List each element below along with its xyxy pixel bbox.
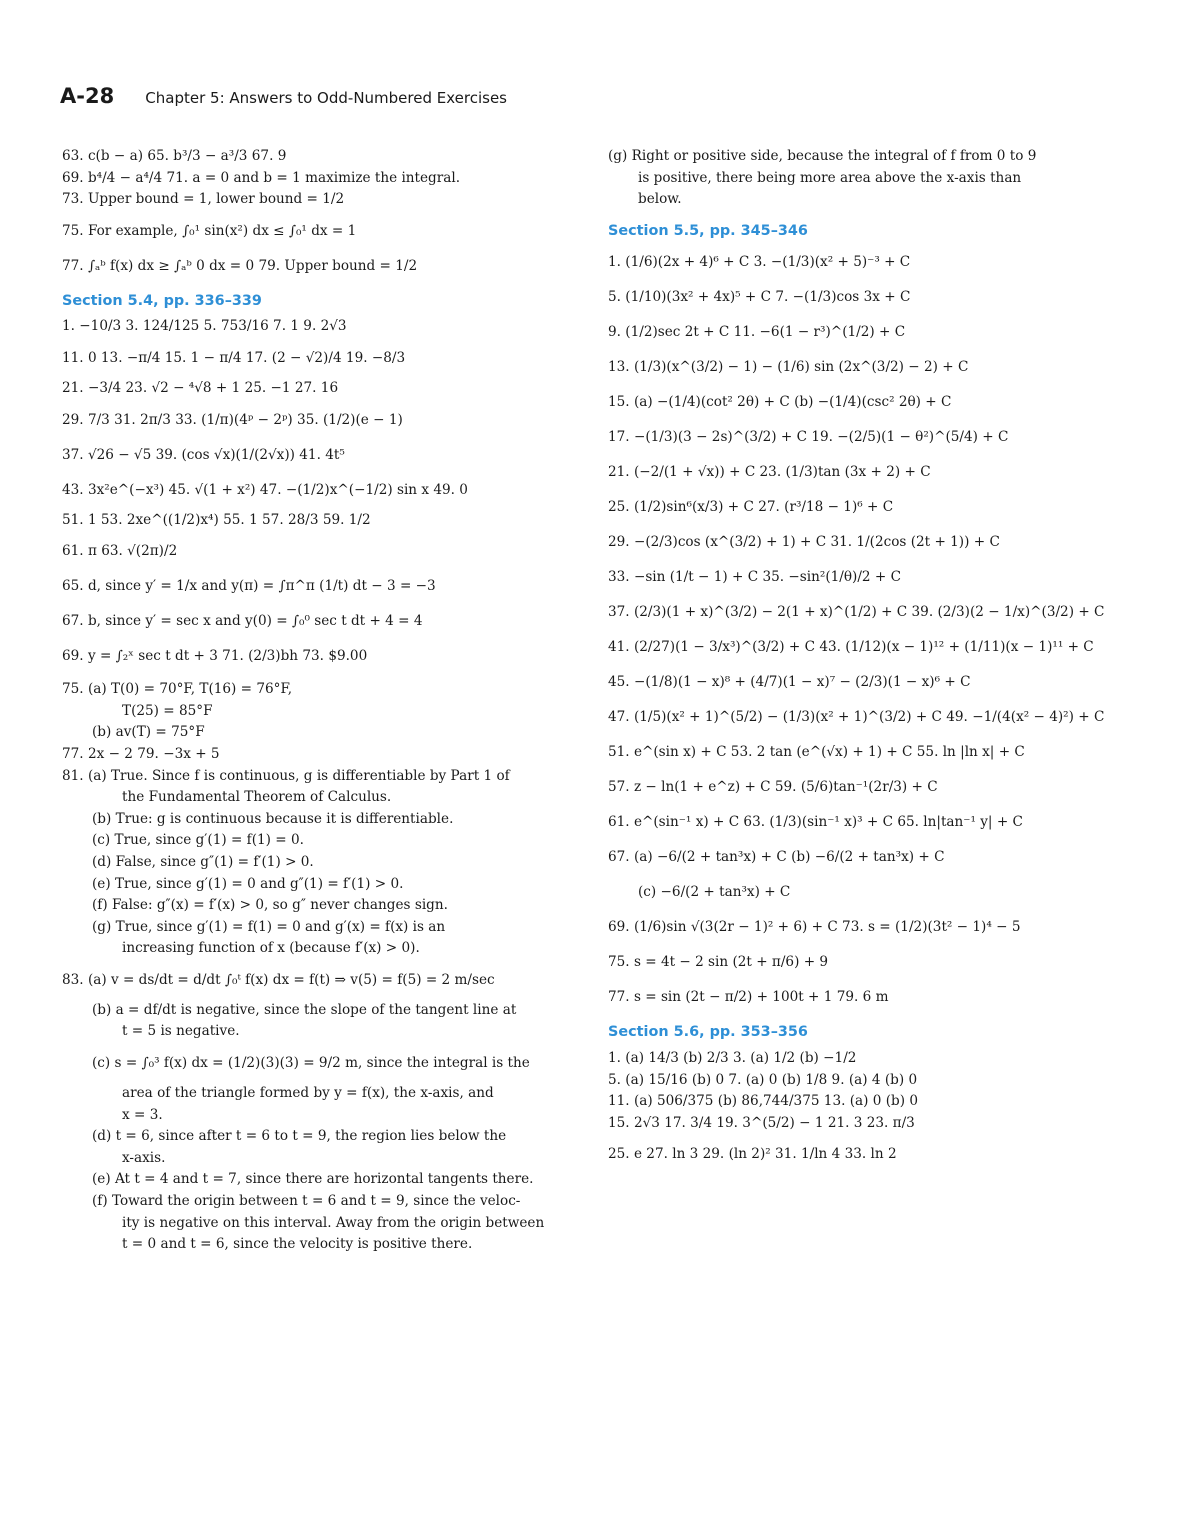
left-column (62, 146, 562, 1256)
chapter-title: Chapter 5: Answers to Odd-Numbered Exercises (145, 89, 507, 107)
section-heading-5-4: Section 5.4, pp. 336–339 (62, 292, 262, 309)
answer-line: is positive, there being more area above the x-axis than (638, 169, 1022, 186)
answer-line: 47. (1/5)(x² + 1)^(5/2) − (1/3)(x² + 1)^(3/2) + C 49. −1/(4(x² − 4)²) + C (608, 709, 1105, 726)
answer-line: 1. (a) 14/3 (b) 2/3 3. (a) 1/2 (b) −1/2 (608, 1049, 857, 1066)
answer-line: 69. b⁴/4 − a⁴/4 71. a = 0 and b = 1 maximize the integral. (62, 169, 461, 186)
section-heading-5-6: Section 5.6, pp. 353–356 (608, 1024, 808, 1041)
answer-line: area of the triangle formed by y = f(x), the x-axis, and (122, 1085, 494, 1102)
section-heading-5-5: Section 5.5, pp. 345–346 (608, 222, 808, 239)
answer-line: 63. c(b − a) 65. b³/3 − a³/3 67. 9 (62, 148, 287, 164)
answer-line: increasing function of x (because f′(x) > 0). (122, 940, 420, 957)
answer-line: 37. (2/3)(1 + x)^(3/2) − 2(1 + x)^(1/2) + C 39. (2/3)(2 − 1/x)^(3/2) + C (608, 604, 1105, 621)
answer-line: 51. 1 53. 2xe^((1/2)x⁴) 55. 1 57. 28/3 59. 1/2 (62, 511, 371, 528)
answer-line: 13. (1/3)(x^(3/2) − 1) − (1/6) sin (2x^(3/2) − 2) + C (608, 359, 969, 376)
answer-line: 21. (−2/(1 + √x)) + C 23. (1/3)tan (3x + 2) + C (608, 464, 931, 481)
answer-line: (g) True, since g′(1) = f(1) = 0 and g′(x) = f(x) is an (92, 918, 446, 935)
answer-line: 25. (1/2)sin⁶(x/3) + C 27. (r³/18 − 1)⁶ + C (608, 499, 894, 516)
answer-line: 41. (2/27)(1 − 3/x³)^(3/2) + C 43. (1/12)(x − 1)¹² + (1/11)(x − 1)¹¹ + C (608, 639, 1094, 656)
answer-line: T(25) = 85°F (122, 702, 213, 719)
answer-line: 75. s = 4t − 2 sin (2t + π/6) + 9 (608, 954, 829, 971)
answer-line: 51. e^(sin x) + C 53. 2 tan (e^(√x) + 1) + C 55. ln |ln x| + C (608, 744, 1025, 761)
answer-line: 33. −sin (1/t − 1) + C 35. −sin²(1/θ)/2 + C (608, 569, 902, 586)
answer-line: 83. (a) v = ds/dt = d/dt ∫₀ᵗ f(x) dx = f(t) ⇒ v(5) = f(5) = 2 m/sec (62, 971, 495, 988)
answer-line: 77. 2x − 2 79. −3x + 5 (62, 745, 220, 762)
answer-line: (c) −6/(2 + tan³x) + C (638, 884, 791, 901)
answer-line: ity is negative on this interval. Away from the origin between (122, 1214, 545, 1231)
answer-line: 57. z − ln(1 + e^z) + C 59. (5/6)tan⁻¹(2r/3) + C (608, 779, 938, 796)
answer-line: t = 5 is negative. (122, 1023, 240, 1040)
answer-line: 1. (1/6)(2x + 4)⁶ + C 3. −(1/3)(x² + 5)⁻³ + C (608, 254, 911, 271)
answer-line: 81. (a) True. Since f is continuous, g is differentiable by Part 1 of (62, 767, 510, 784)
answer-line: 75. (a) T(0) = 70°F, T(16) = 76°F, (62, 681, 293, 698)
answer-line: (f) False: g″(x) = f′(x) > 0, so g″ never changes sign. (92, 897, 448, 914)
answer-line: (d) t = 6, since after t = 6 to t = 9, the region lies below the (92, 1128, 507, 1145)
answer-line: below. (638, 191, 682, 208)
answer-line: 75. For example, ∫₀¹ sin(x²) dx ≤ ∫₀¹ dx = 1 (62, 222, 357, 239)
answer-line: x-axis. (122, 1149, 166, 1166)
answer-line: 25. e 27. ln 3 29. (ln 2)² 31. 1/ln 4 33. ln 2 (608, 1146, 897, 1163)
answer-line: x = 3. (122, 1106, 163, 1123)
answer-line: 77. s = sin (2t − π/2) + 100t + 1 79. 6 m (608, 989, 889, 1006)
answer-line: 43. 3x²e^(−x³) 45. √(1 + x²) 47. −(1/2)x^(−1/2) sin x 49. 0 (62, 481, 468, 498)
answer-line: 9. (1/2)sec 2t + C 11. −6(1 − r³)^(1/2) + C (608, 324, 906, 341)
answer-line: 5. (a) 15/16 (b) 0 7. (a) 0 (b) 1/8 9. (a) 4 (b) 0 (608, 1071, 918, 1088)
answer-line: 17. −(1/3)(3 − 2s)^(3/2) + C 19. −(2/5)(1 − θ²)^(5/4) + C (608, 429, 1009, 446)
answer-line: 61. π 63. √(2π)/2 (62, 543, 178, 560)
answer-line: 29. −(2/3)cos (x^(3/2) + 1) + C 31. 1/(2cos (2t + 1)) + C (608, 534, 1000, 551)
answer-line: 21. −3/4 23. √2 − ⁴√8 + 1 25. −1 27. 16 (62, 379, 339, 396)
answer-line: 67. (a) −6/(2 + tan³x) + C (b) −6/(2 + tan³x) + C (608, 849, 945, 866)
answer-line: (e) At t = 4 and t = 7, since there are horizontal tangents there. (92, 1171, 534, 1188)
answer-line: 15. 2√3 17. 3/4 19. 3^(5/2) − 1 21. 3 23. π/3 (608, 1114, 915, 1131)
answer-line: (d) False, since g″(1) = f′(1) > 0. (92, 853, 314, 870)
answer-line: 69. y = ∫₂ˣ sec t dt + 3 71. (2/3)bh 73. $9.00 (62, 648, 368, 665)
answer-line: 37. √26 − √5 39. (cos √x)(1/(2√x)) 41. 4t⁵ (62, 446, 345, 463)
answer-line: 67. b, since y′ = sec x and y(0) = ∫₀⁰ sec t dt + 4 = 4 (62, 613, 423, 630)
answer-line: 69. (1/6)sin √(3(2r − 1)² + 6) + C 73. s = (1/2)(3t² − 1)⁴ − 5 (608, 919, 1021, 936)
answer-line: (b) True: g is continuous because it is differentiable. (92, 810, 454, 827)
answer-line: (f) Toward the origin between t = 6 and t = 9, since the veloc- (92, 1193, 521, 1210)
answer-line: 29. 7/3 31. 2π/3 33. (1/π)(4ᵖ − 2ᵖ) 35. (1/2)(e − 1) (62, 411, 403, 428)
answer-line: (c) s = ∫₀³ f(x) dx = (1/2)(3)(3) = 9/2 m, since the integral is the (92, 1055, 530, 1072)
answer-line: 73. Upper bound = 1, lower bound = 1/2 (62, 191, 345, 208)
answer-line: 5. (1/10)(3x² + 4x)⁵ + C 7. −(1/3)cos 3x + C (608, 289, 911, 306)
answer-line: 45. −(1/8)(1 − x)⁸ + (4/7)(1 − x)⁷ − (2/3)(1 − x)⁶ + C (608, 674, 971, 691)
answer-line: 15. (a) −(1/4)(cot² 2θ) + C (b) −(1/4)(csc² 2θ) + C (608, 394, 952, 411)
answer-line: 61. e^(sin⁻¹ x) + C 63. (1/3)(sin⁻¹ x)³ + C 65. ln|tan⁻¹ y| + C (608, 814, 1023, 831)
right-column (608, 146, 1148, 1174)
answer-line: (b) a = df/dt is negative, since the slope of the tangent line at (92, 1001, 517, 1018)
answer-line: 1. −10/3 3. 124/125 5. 753/16 7. 1 9. 2√3 (62, 318, 347, 335)
answer-line: (e) True, since g′(1) = 0 and g″(1) = f′(1) > 0. (92, 875, 404, 892)
answer-line: (c) True, since g′(1) = f(1) = 0. (92, 832, 304, 849)
page-number: A-28 (60, 84, 115, 108)
answer-line: t = 0 and t = 6, since the velocity is positive there. (122, 1236, 473, 1253)
answer-line: 77. ∫ₐᵇ f(x) dx ≥ ∫ₐᵇ 0 dx = 0 79. Upper bound = 1/2 (62, 257, 418, 274)
answer-line: the Fundamental Theorem of Calculus. (122, 789, 392, 806)
page-header (60, 84, 507, 108)
answer-line: 65. d, since y′ = 1/x and y(π) = ∫π^π (1/t) dt − 3 = −3 (62, 578, 436, 595)
answer-line: (g) Right or positive side, because the integral of f from 0 to 9 (608, 148, 1037, 164)
answer-line: (b) av(T) = 75°F (92, 724, 205, 741)
answer-line: 11. 0 13. −π/4 15. 1 − π/4 17. (2 − √2)/4 19. −8/3 (62, 349, 406, 366)
answer-line: 11. (a) 506/375 (b) 86,744/375 13. (a) 0 (b) 0 (608, 1093, 919, 1110)
